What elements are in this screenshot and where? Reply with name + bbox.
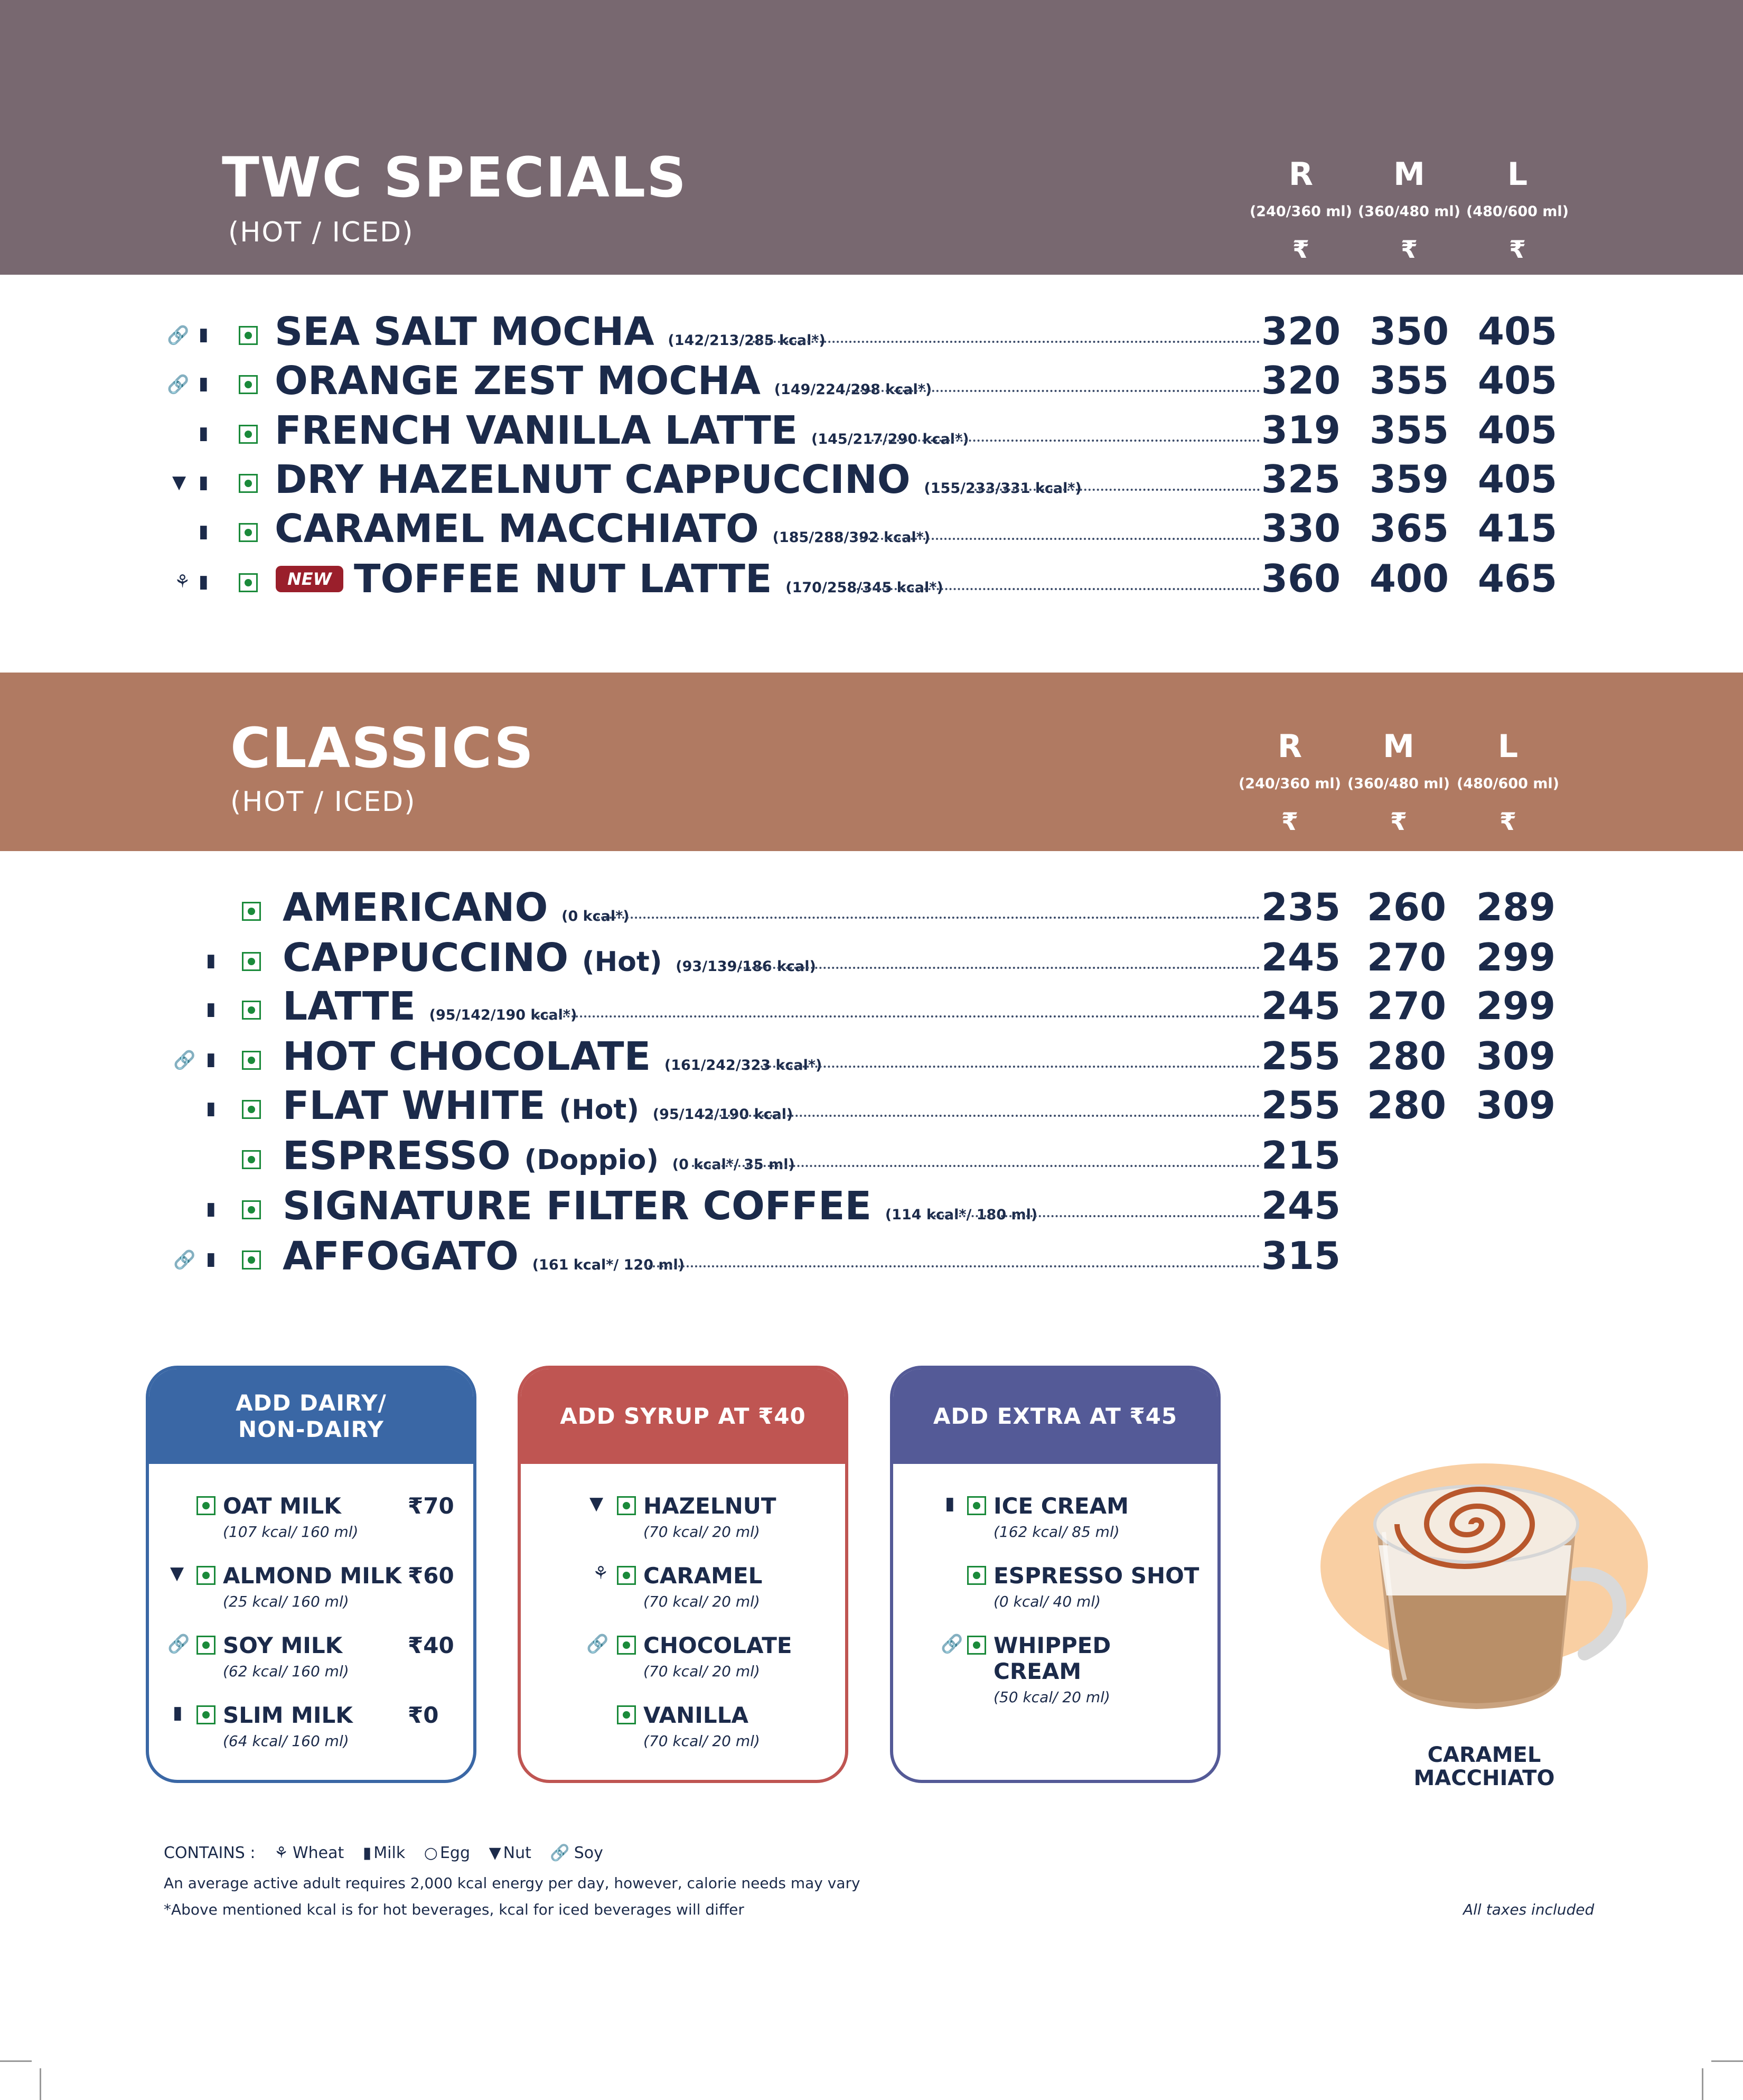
menu-item-flat-white (0, 1083, 1585, 1131)
milk-bottle-icon: ▮ (206, 998, 216, 1020)
leader-dots (597, 917, 1260, 919)
item-name: CARAMEL MACCHIATO (185/288/392 kcal*) (275, 506, 931, 552)
wheat-icon: ⚘ (274, 1844, 288, 1862)
soy-icon: 🔗 (941, 1634, 963, 1655)
veg-mark-icon (617, 1636, 636, 1655)
addon-price: ₹70 (408, 1493, 454, 1519)
item-kcal: (114 kcal*/ 180 ml) (885, 1207, 1038, 1223)
specials-title: TWC SPECIALS (222, 145, 688, 210)
price-medium: 355 (1369, 358, 1449, 403)
menu-item-latte (0, 984, 1585, 1031)
price-regular: 245 (1261, 984, 1341, 1028)
leader-dots (857, 588, 1260, 590)
milk-bottle-icon: ▮ (199, 373, 209, 394)
item-note: (Hot) (559, 1094, 639, 1126)
menu-item-americano (0, 885, 1585, 932)
veg-mark-icon (239, 375, 258, 394)
wheat-icon: ⚘ (174, 571, 191, 592)
item-kcal: (161/242/323 kcal*) (664, 1057, 822, 1074)
addon-item-chocolate (586, 1632, 792, 1680)
caramel-macchiato-image (1363, 1453, 1648, 1717)
size-label: R (1277, 728, 1302, 765)
contains-label: CONTAINS : (164, 1844, 256, 1862)
menu-item-espresso (0, 1133, 1585, 1181)
leader-dots (533, 1015, 1260, 1018)
wheat-icon: ⚘ (593, 1563, 609, 1584)
addon-kcal: (0 kcal/ 40 ml) (994, 1593, 1101, 1610)
legend-wheat: Wheat (292, 1844, 344, 1862)
item-kcal: (0 kcal*) (561, 908, 630, 925)
nut-icon: ▼ (170, 1563, 184, 1584)
classics-size-regular (1237, 728, 1343, 836)
specials-header-band (0, 0, 1743, 275)
menu-item-signature-filter-coffee (0, 1183, 1585, 1231)
addon-item-almond-milk (170, 1563, 461, 1610)
addon-card-title: NON-DAIRY (238, 1416, 384, 1442)
addon-card-title: ADD EXTRA AT ₹45 (933, 1403, 1178, 1429)
item-name: AFFOGATO (161 kcal*/ 120 ml) (283, 1234, 685, 1279)
price-medium: 359 (1369, 457, 1449, 501)
legend-milk: Milk (373, 1844, 406, 1862)
price-medium: 400 (1369, 556, 1449, 601)
price-regular: 320 (1261, 358, 1341, 403)
price-regular: 235 (1261, 885, 1341, 929)
addon-name: CHOCOLATE (643, 1632, 792, 1658)
milk-bottle-icon: ▮ (362, 1844, 372, 1862)
addon-item-ice-cream (945, 1493, 1129, 1541)
addon-item-soy-milk (167, 1632, 461, 1680)
leader-dots (692, 1165, 1260, 1167)
veg-mark-icon (242, 1001, 261, 1020)
price-large: 405 (1477, 457, 1558, 501)
milk-bottle-icon: ▮ (206, 1098, 216, 1119)
size-volume: (240/360 ml) (1238, 776, 1342, 792)
milk-bottle-icon: ▮ (206, 1049, 216, 1070)
addon-item-hazelnut (589, 1493, 776, 1541)
veg-mark-icon (617, 1496, 636, 1515)
addon-kcal: (70 kcal/ 20 ml) (643, 1732, 760, 1750)
addon-name: CARAMEL (643, 1563, 763, 1589)
veg-mark-icon (196, 1496, 215, 1515)
rupee-icon: ₹ (1499, 807, 1516, 836)
feature-caption (1350, 1743, 1619, 1790)
veg-mark-icon (242, 1250, 261, 1270)
legend-soy: Soy (574, 1844, 603, 1862)
price-regular: 215 (1261, 1133, 1341, 1178)
rupee-icon: ₹ (1400, 235, 1418, 264)
price-regular: 245 (1261, 935, 1341, 979)
veg-mark-icon (242, 1200, 261, 1219)
soy-icon: 🔗 (550, 1844, 570, 1862)
addon-kcal: (70 kcal/ 20 ml) (643, 1523, 760, 1541)
size-volume: (360/480 ml) (1347, 776, 1450, 792)
veg-mark-icon (242, 1100, 261, 1119)
item-name: AMERICANO (0 kcal*) (283, 885, 630, 930)
milk-bottle-icon: ▮ (206, 950, 216, 971)
addon-name: ALMOND MILK (223, 1563, 402, 1589)
price-large: 465 (1477, 556, 1558, 601)
price-regular: 245 (1261, 1183, 1341, 1228)
price-medium: 280 (1366, 1083, 1447, 1127)
veg-mark-icon (967, 1496, 986, 1515)
menu-item-dry-hazelnut-cappuccino (0, 457, 1585, 505)
addon-card-syrup-header (521, 1369, 845, 1464)
price-medium: 350 (1369, 309, 1449, 353)
item-note: (Doppio) (524, 1144, 659, 1176)
menu-item-cappuccino (0, 935, 1585, 983)
veg-mark-icon (967, 1566, 986, 1585)
leader-dots (848, 390, 1260, 392)
classics-size-medium (1346, 728, 1451, 836)
addon-card-title: ADD DAIRY/ (236, 1390, 387, 1416)
addon-item-slim-milk (173, 1702, 461, 1750)
addon-card-extra-header (893, 1369, 1217, 1464)
milk-bottle-icon: ▮ (199, 472, 209, 493)
rupee-icon: ₹ (1281, 807, 1298, 836)
price-large: 405 (1477, 408, 1558, 452)
addon-name: OAT MILK (223, 1493, 341, 1519)
veg-mark-icon (242, 1150, 261, 1169)
veg-mark-icon (239, 573, 258, 592)
price-regular: 320 (1261, 309, 1341, 353)
kcal-note: An average active adult requires 2,000 kcal energy per day, however, calorie needs may vary (164, 1874, 860, 1892)
item-name: HOT CHOCOLATE (161/242/323 kcal*) (283, 1034, 822, 1079)
item-kcal: (155/233/331 kcal*) (924, 480, 1082, 497)
veg-mark-icon (239, 425, 258, 444)
rupee-icon: ₹ (1508, 235, 1526, 264)
price-large: 415 (1477, 506, 1558, 550)
addon-price: ₹0 (408, 1702, 439, 1728)
crop-mark (40, 2068, 41, 2100)
soy-icon: 🔗 (167, 325, 190, 346)
price-regular: 360 (1261, 556, 1341, 601)
soy-icon: 🔗 (167, 1634, 190, 1655)
classics-header-band (0, 673, 1743, 851)
item-note: (Hot) (582, 946, 662, 978)
price-medium: 280 (1366, 1034, 1447, 1078)
leader-dots (644, 1265, 1260, 1267)
price-medium: 355 (1369, 408, 1449, 452)
price-large: 289 (1476, 885, 1556, 929)
addon-name: VANILLA (643, 1702, 748, 1728)
item-kcal: (95/142/190 kcal) (652, 1106, 793, 1123)
item-kcal: (145/217/290 kcal*) (811, 431, 969, 447)
addon-item-vanilla (643, 1702, 760, 1750)
addon-kcal: (64 kcal/ 160 ml) (223, 1732, 349, 1750)
size-label: M (1393, 156, 1425, 193)
item-name: CAPPUCCINO (Hot) (93/139/186 kcal) (283, 935, 816, 981)
item-kcal: (0 kcal*/ 35 ml) (672, 1156, 795, 1173)
crop-mark (1711, 2060, 1743, 2062)
size-label: R (1288, 156, 1314, 193)
veg-mark-icon (196, 1566, 215, 1585)
egg-icon: ○ (424, 1844, 438, 1862)
specials-subtitle: (HOT / ICED) (228, 217, 414, 248)
addon-name: ESPRESSO SHOT (994, 1563, 1200, 1589)
taxes-note: All taxes included (1463, 1901, 1595, 1918)
item-name: FLAT WHITE (Hot) (95/142/190 kcal) (283, 1083, 793, 1128)
veg-mark-icon (196, 1636, 215, 1655)
rupee-icon: ₹ (1292, 235, 1309, 264)
addon-kcal: (107 kcal/ 160 ml) (223, 1523, 359, 1541)
price-large: 309 (1476, 1034, 1556, 1078)
addon-name: ICE CREAM (994, 1493, 1129, 1519)
addon-kcal: (62 kcal/ 160 ml) (223, 1663, 349, 1680)
addon-kcal: (70 kcal/ 20 ml) (643, 1663, 760, 1680)
price-regular: 325 (1261, 457, 1341, 501)
addon-name: SOY MILK (223, 1632, 343, 1658)
size-label: L (1507, 156, 1528, 193)
classics-title: CLASSICS (230, 716, 535, 780)
size-volume: (240/360 ml) (1249, 203, 1353, 220)
leader-dots (761, 1066, 1260, 1068)
milk-bottle-icon: ▮ (945, 1493, 955, 1514)
veg-mark-icon (242, 1051, 261, 1070)
milk-bottle-icon: ▮ (199, 571, 209, 592)
soy-icon: 🔗 (167, 374, 190, 395)
menu-item-toffee-nut-latte (0, 556, 1585, 604)
menu-item-orange-zest-mocha (0, 358, 1585, 406)
price-medium: 365 (1369, 506, 1449, 550)
item-kcal: (185/288/392 kcal*) (772, 529, 931, 546)
price-large: 405 (1477, 309, 1558, 353)
price-medium: 270 (1366, 935, 1447, 979)
addon-item-oat-milk (223, 1493, 461, 1541)
price-large: 299 (1476, 984, 1556, 1028)
price-regular: 255 (1261, 1034, 1341, 1078)
item-kcal: (170/258/345 kcal*) (785, 580, 943, 596)
item-name: ORANGE ZEST MOCHA (149/224/298 kcal*) (275, 358, 932, 404)
legend-egg: Egg (439, 1844, 471, 1862)
size-volume: (480/600 ml) (1466, 203, 1569, 220)
menu-item-french-vanilla-latte (0, 408, 1585, 455)
soy-icon: 🔗 (173, 1249, 196, 1271)
classics-subtitle: (HOT / ICED) (230, 786, 416, 818)
leader-dots (702, 1115, 1260, 1117)
size-volume: (360/480 ml) (1357, 203, 1461, 220)
addon-kcal: (70 kcal/ 20 ml) (643, 1593, 760, 1610)
milk-bottle-icon: ▮ (199, 521, 209, 542)
addon-card-dairy-header (149, 1369, 473, 1464)
soy-icon: 🔗 (586, 1634, 609, 1655)
item-kcal: (161 kcal*/ 120 ml) (532, 1257, 685, 1273)
soy-icon: 🔗 (173, 1050, 196, 1071)
nut-icon: ▼ (489, 1844, 501, 1862)
leader-dots (739, 967, 1260, 969)
milk-bottle-icon: ▮ (206, 1248, 216, 1270)
price-regular: 330 (1261, 506, 1341, 550)
item-name: LATTE (95/142/190 kcal*) (283, 984, 577, 1029)
milk-bottle-icon: ▮ (199, 324, 209, 345)
addon-card-dairy (146, 1366, 476, 1783)
price-regular: 315 (1261, 1234, 1341, 1278)
nut-icon: ▼ (589, 1493, 604, 1514)
item-name: SIGNATURE FILTER COFFEE (114 kcal*/ 180 ml) (283, 1183, 1038, 1229)
item-name: DRY HAZELNUT CAPPUCCINO (155/233/331 kcal*) (275, 457, 1082, 502)
addon-name: HAZELNUT (643, 1493, 776, 1519)
item-name: SEA SALT MOCHA (142/213/285 kcal*) (275, 309, 826, 354)
veg-mark-icon (617, 1705, 636, 1724)
item-name: ESPRESSO (Doppio) (0 kcal*/ 35 ml) (283, 1133, 795, 1179)
feature-caption-line1: CARAMEL (1427, 1743, 1541, 1767)
addon-card-title: ADD SYRUP AT ₹40 (560, 1403, 806, 1429)
size-label: M (1383, 728, 1414, 765)
addon-price: ₹60 (408, 1563, 454, 1589)
addon-card-extra (890, 1366, 1221, 1783)
addon-kcal: (50 kcal/ 20 ml) (994, 1688, 1110, 1706)
addon-kcal: (25 kcal/ 160 ml) (223, 1593, 349, 1610)
item-kcal: (95/142/190 kcal*) (429, 1007, 577, 1023)
menu-item-affogato (0, 1234, 1585, 1281)
veg-mark-icon (239, 523, 258, 542)
price-regular: 255 (1261, 1083, 1341, 1127)
price-regular: 319 (1261, 408, 1341, 452)
price-medium: 260 (1366, 885, 1447, 929)
addon-kcal: (162 kcal/ 85 ml) (994, 1523, 1120, 1541)
iced-kcal-note: *Above mentioned kcal is for hot beverages, kcal for iced beverages will differ (164, 1901, 744, 1918)
legend-nut: Nut (503, 1844, 531, 1862)
size-label: L (1497, 728, 1519, 765)
addon-name-line2: CREAM (994, 1658, 1082, 1684)
addon-item-caramel (593, 1563, 763, 1610)
addon-card-syrup (518, 1366, 848, 1783)
nut-icon: ▼ (172, 472, 186, 493)
price-large: 299 (1476, 935, 1556, 979)
allergen-legend (164, 1844, 603, 1862)
addon-item-whipped-cream (941, 1632, 1111, 1706)
veg-mark-icon (239, 326, 258, 345)
veg-mark-icon (967, 1636, 986, 1655)
feature-caption-line2: MACCHIATO (1413, 1766, 1555, 1790)
addon-name: WHIPPED (994, 1632, 1111, 1658)
specials-size-large (1465, 156, 1570, 264)
menu-item-caramel-macchiato (0, 506, 1585, 554)
leader-dots (856, 538, 1260, 540)
classics-size-large (1455, 728, 1561, 836)
veg-mark-icon (617, 1566, 636, 1585)
leader-dots (930, 1215, 1260, 1217)
milk-bottle-icon: ▮ (206, 1198, 216, 1219)
price-medium: 270 (1366, 984, 1447, 1028)
item-kcal: (149/224/298 kcal*) (774, 381, 932, 398)
leader-dots (753, 341, 1260, 343)
addon-price: ₹40 (408, 1632, 454, 1658)
menu-item-sea-salt-mocha (0, 309, 1585, 357)
crop-mark (1702, 2068, 1703, 2100)
price-large: 309 (1476, 1083, 1556, 1127)
veg-mark-icon (242, 902, 261, 921)
rupee-icon: ₹ (1390, 807, 1407, 836)
crop-mark (0, 2060, 32, 2062)
item-name: FRENCH VANILLA LATTE (145/217/290 kcal*) (275, 408, 969, 453)
new-badge: NEW (276, 566, 343, 592)
addon-name: SLIM MILK (223, 1702, 353, 1728)
milk-bottle-icon: ▮ (173, 1702, 183, 1723)
milk-bottle-icon: ▮ (199, 423, 209, 444)
specials-size-medium (1356, 156, 1462, 264)
veg-mark-icon (239, 474, 258, 493)
item-name: TOFFEE NUT LATTE (170/258/345 kcal*) (354, 556, 943, 602)
specials-size-regular (1248, 156, 1354, 264)
leader-dots (974, 489, 1260, 491)
veg-mark-icon (196, 1705, 215, 1724)
addon-item-espresso-shot (994, 1563, 1199, 1610)
menu-item-hot-chocolate (0, 1034, 1585, 1081)
item-kcal: (142/213/285 kcal*) (668, 332, 826, 349)
item-kcal: (93/139/186 kcal) (676, 958, 816, 975)
leader-dots (872, 440, 1260, 442)
size-volume: (480/600 ml) (1456, 776, 1560, 792)
price-large: 405 (1477, 358, 1558, 403)
veg-mark-icon (242, 952, 261, 971)
